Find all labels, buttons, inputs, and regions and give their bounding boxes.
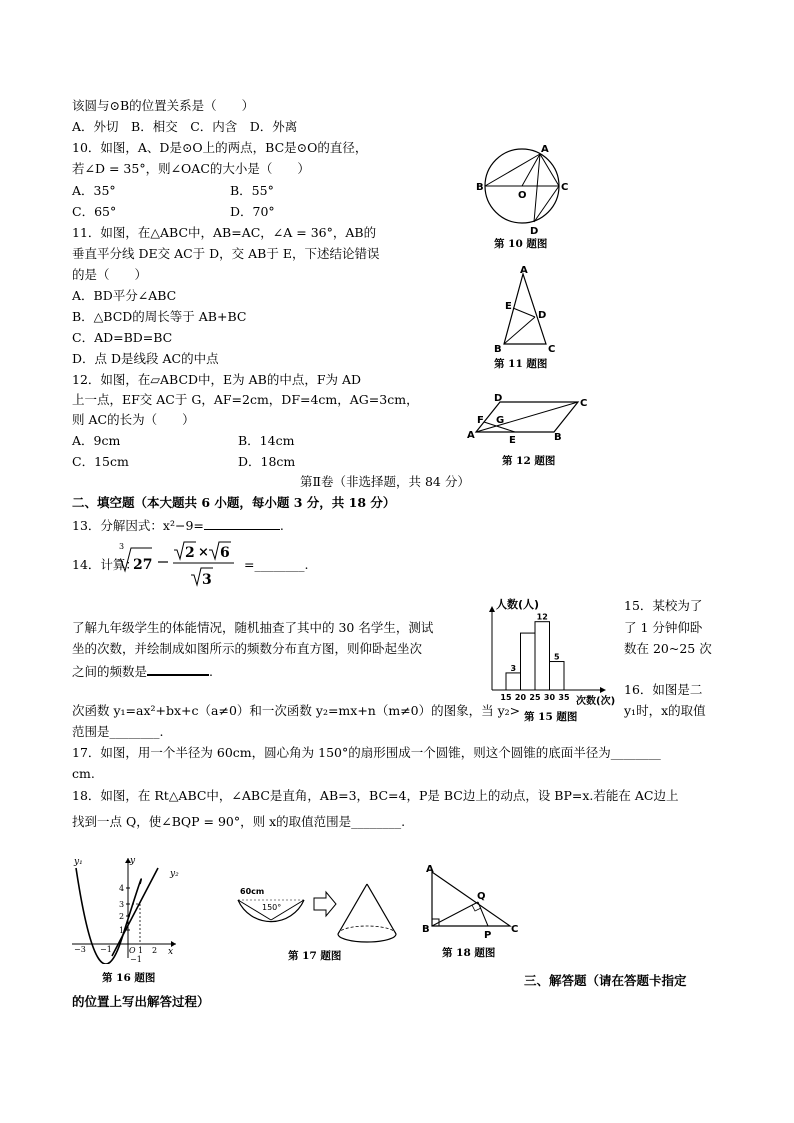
tick-label-neg1: −1	[100, 945, 112, 954]
q16-caption: 第 16 题图	[102, 972, 156, 984]
cone-side-left	[338, 884, 367, 934]
label-f: F	[477, 415, 484, 426]
q13-answer-blank	[204, 517, 280, 530]
radius-label: 60cm	[240, 887, 265, 896]
label-y1: y₁	[74, 857, 83, 867]
q10-option-d: D．70°	[230, 204, 275, 219]
histogram-x-arrow	[600, 687, 606, 693]
triangle-abc	[432, 872, 510, 926]
label-a: A	[520, 265, 528, 276]
q12-option-d: D．18cm	[238, 454, 296, 469]
times-sign: ×	[198, 545, 209, 560]
q14-answer-blank: =________.	[244, 557, 309, 572]
q9-options: A．外切 B．相交 C．内含 D．外离	[72, 119, 298, 134]
q11-stem-2: 垂直平分线 DE交 AC于 D，交 AB于 E，下述结论错误	[72, 246, 380, 261]
label-e: E	[509, 435, 516, 446]
q10-stem-1: 10．如图，A、D是⊙O上的两点，BC是⊙O的直径，	[72, 140, 368, 155]
q12-option-b: B．14cm	[238, 433, 295, 448]
label-y2: y₂	[170, 869, 179, 879]
q17-line-1: 17．如图，用一个半径为 60cm，圆心角为 150°的扇形围成一个圆锥，则这个圆锥的底面半径为________	[72, 745, 661, 760]
q11-option-d: D．点 D是线段 AC的中点	[72, 351, 219, 366]
q18-triangle-figure	[416, 862, 520, 942]
q18-caption: 第 18 题图	[442, 947, 496, 959]
q16-right-2: y₁时，x的取值	[624, 703, 706, 718]
q11-option-b: B．△BCD的周长等于 AB+BC	[72, 309, 247, 324]
q11-triangle-figure	[488, 264, 568, 354]
label-p: P	[484, 930, 492, 941]
section-three-heading-2: 的位置上写出解答过程）	[72, 994, 210, 1009]
q15-right-2: 了 1 分钟仰卧	[624, 620, 703, 635]
label-o: O	[518, 190, 527, 201]
histogram-y-arrow	[489, 606, 495, 612]
q15-left-1: 了解九年级学生的体能情况，随机抽查了其中的 30 名学生，测试	[72, 620, 434, 635]
histogram-bar-label-15-20: 3	[510, 663, 517, 673]
label-y: y	[130, 856, 136, 866]
label-c: C	[561, 182, 569, 193]
label-c: C	[511, 924, 519, 935]
q11-caption: 第 11 题图	[494, 358, 548, 370]
histogram-tick-label-30: 30	[543, 693, 556, 702]
histogram-y-label: 人数(人)	[496, 598, 540, 611]
q18-line-2: 找到一点 Q，使∠BQP = 90°，则 x的取值范围是________.	[72, 814, 406, 829]
q9-stem: 该圆与⊙B的位置关系是（ ）	[72, 98, 255, 113]
label-g: G	[496, 415, 505, 426]
q11-option-c: C．AD=BD=BC	[72, 330, 173, 345]
q10-option-b: B．55°	[230, 183, 274, 198]
histogram-tick-label-20: 20	[514, 693, 527, 702]
label-e: E	[505, 301, 512, 312]
cube-root-radicand: 27	[133, 557, 153, 573]
label-a: A	[426, 864, 434, 875]
q14-prefix: 14．计算：	[72, 557, 138, 572]
histogram-bar-label-25-30: 12	[536, 612, 548, 622]
q17-sector-cone-figure	[232, 880, 410, 952]
histogram-tick-label-35: 35	[558, 693, 570, 702]
chord-ac	[540, 154, 559, 186]
label-d: D	[494, 393, 503, 404]
q11-option-a: A．BD平分∠ABC	[72, 288, 177, 303]
label-b: B	[422, 924, 430, 935]
tick-label-y-neg1: −1	[130, 955, 142, 964]
segment-bq	[432, 902, 478, 926]
q11-stem-3: 的是（ ）	[72, 267, 148, 282]
label-b: B	[554, 432, 562, 443]
tick-label-neg3: −3	[74, 945, 86, 954]
part-two-title: 第Ⅱ卷（非选择题，共 84 分）	[300, 474, 470, 489]
q12-option-a: A．9cm	[72, 433, 121, 448]
label-b: B	[476, 182, 484, 193]
chord-ab	[485, 154, 540, 186]
histogram-bar-label-30-35: 5	[553, 652, 560, 662]
q16-graph-figure	[70, 854, 182, 964]
q16-left-1: 次函数 y₁=ax²+bx+c（a≠0）和一次函数 y₂=mx+n（m≠0）的图象，当 y₂>	[72, 703, 521, 718]
angle-label: 150°	[262, 903, 282, 912]
diagonal-ac	[476, 402, 578, 432]
label-d: D	[538, 310, 547, 321]
line-bd	[504, 317, 535, 344]
segment-qp	[478, 902, 488, 926]
q10-option-c: C．65°	[72, 204, 117, 219]
q15-left-3-text: 之间的频数是	[72, 664, 148, 679]
q10-caption: 第 10 题图	[494, 238, 548, 250]
sqrt-radicand-2: 6	[220, 545, 230, 561]
q16-right-1: 16．如图是二	[624, 682, 703, 697]
q11-stem-1: 11．如图，在△ABC中，AB=AC，∠A = 36°，AB的	[72, 225, 377, 240]
q12-stem-3: 则 AC的长为（ ）	[72, 412, 195, 427]
label-c: C	[548, 344, 556, 354]
q18-line-1: 18．如图，在 Rt△ABC中，∠ABC是直角，AB=3，BC=4，P是 BC边上的动点，设 BP=x.若能在 AC边上	[72, 788, 679, 803]
histogram-bar-25-30	[535, 622, 550, 690]
fill-in-heading: 二、填空题（本大题共 6 小题，每小题 3 分，共 18 分）	[72, 495, 396, 510]
label-a: A	[541, 144, 549, 155]
line-de	[513, 308, 535, 317]
tick-label-pos1: 1	[138, 946, 144, 955]
q17-caption: 第 17 题图	[288, 950, 342, 962]
q13-end: .	[279, 518, 284, 533]
q10-option-a: A．35°	[72, 183, 116, 198]
cone-base-back	[338, 926, 396, 934]
q14-expression	[116, 540, 256, 590]
cone-base-front	[338, 934, 396, 942]
q12-stem-2: 上一点，EF交 AC于 G，AF=2cm，DF=4cm，AG=3cm，	[72, 392, 419, 407]
tick-label-1: 1	[119, 926, 125, 935]
q12-caption: 第 12 题图	[502, 455, 556, 467]
q12-parallelogram-figure	[462, 390, 594, 448]
histogram-tick-label-25: 25	[529, 693, 541, 702]
cube-root-index: 3	[119, 542, 125, 551]
q12-option-c: C．15cm	[72, 454, 129, 469]
label-a: A	[467, 430, 475, 441]
sqrt-radicand-3: 3	[202, 572, 212, 588]
tick-label-pos2: 2	[152, 946, 158, 955]
tick-label-3: 3	[119, 900, 125, 909]
section-three-heading-1: 三、解答题（请在答题卡指定	[524, 973, 687, 988]
label-d: D	[530, 226, 539, 237]
q15-caption: 第 15 题图	[524, 711, 578, 723]
q10-circle-figure	[470, 140, 580, 240]
chord-cd	[534, 186, 559, 222]
histogram-bar-20-25	[521, 633, 536, 690]
label-x: x	[168, 947, 174, 957]
q13-stem: 13．分解因式：x²−9=	[72, 518, 204, 533]
q15-left-2: 坐的次数，并绘制成如图所示的频数分布直方图，则仰卧起坐次	[72, 641, 423, 656]
histogram-tick-label-15: 15	[500, 693, 512, 702]
origin-label: O	[129, 946, 136, 955]
q13-text	[72, 517, 284, 534]
q15-right-3: 数在 20~25 次	[624, 641, 712, 656]
transform-arrow-icon	[314, 892, 336, 916]
cone-side-right	[367, 884, 396, 934]
chord-ad	[534, 154, 540, 222]
tick-label-2: 2	[119, 912, 125, 921]
histogram-bar-15-20	[506, 673, 521, 690]
q15-histogram	[484, 596, 618, 708]
q15-right-1: 15．某校为了	[624, 598, 703, 613]
q17-line-2: cm.	[72, 766, 95, 781]
sqrt-radicand-1: 2	[185, 545, 195, 561]
q10-stem-2: 若∠D = 35°，则∠OAC的大小是（ ）	[72, 161, 310, 176]
label-b: B	[494, 344, 502, 354]
tick-label-4: 4	[119, 884, 125, 893]
label-c: C	[580, 398, 588, 409]
histogram-x-label: 次数(次)	[576, 696, 616, 707]
label-q: Q	[477, 891, 486, 902]
q15-left-3: 之间的频数是 .	[72, 664, 213, 679]
q15-answer-blank	[147, 662, 209, 676]
q12-stem-1: 12．如图，在▱ABCD中，E为 AB的中点，F为 AD	[72, 372, 362, 387]
q16-left-2: 范围是________.	[72, 724, 164, 739]
histogram-bar-30-35	[550, 662, 565, 690]
